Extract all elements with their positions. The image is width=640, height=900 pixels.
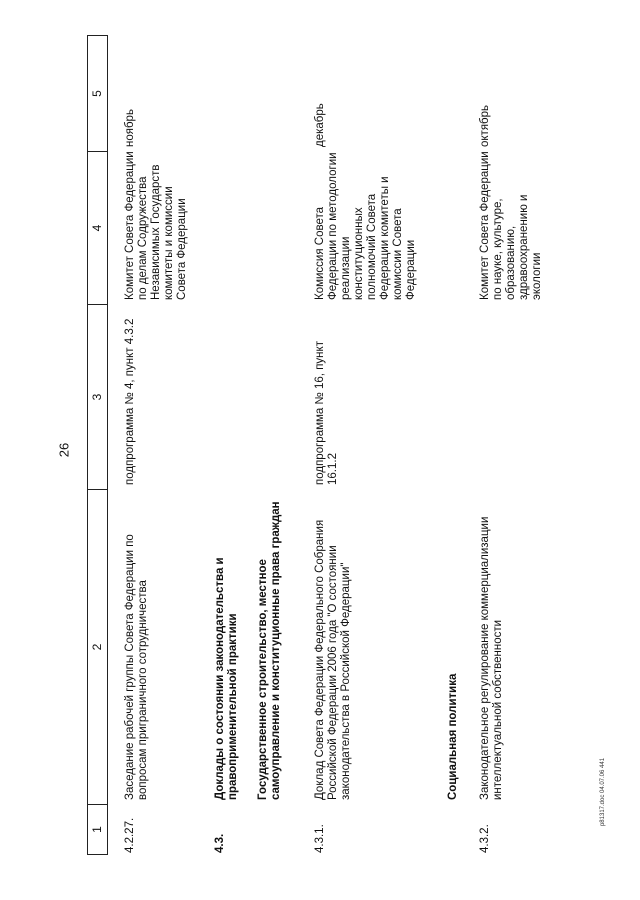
header-col-5: 5 — [90, 90, 104, 97]
row-source: подпрограмма № 4, пункт 4.3.2 — [124, 318, 136, 485]
row-number: 4.3.2. — [479, 824, 491, 853]
footer-code: p81317.doc 04.07.06 441 — [600, 757, 606, 827]
row-responsible: Комитет Совета Федерации по науке, культуре, образованию, здравоохранению и экологии — [479, 151, 543, 300]
row-number: 4.3.1. — [314, 824, 326, 853]
row-title: Заседание рабочей группы Совета Федерации по вопросам приграничного сотрудничества — [124, 534, 149, 800]
row-term: декабрь — [314, 103, 326, 147]
row-responsible: Комитет Совета Федерации по делам Содружества Независимых Государств комитеты и комиссии Совета Федерации — [124, 151, 188, 300]
header-col-3: 3 — [88, 304, 107, 489]
row-number: 4.2.27. — [124, 817, 136, 853]
row-title: Доклад Совета Федерации Федерального Собрания Российской Федерации 2006 года "О состоянии законодательства в Российской Федерации" — [314, 519, 352, 800]
header-col-1: 1 — [88, 804, 107, 854]
row-source: подпрограмма № 16, пункт 16.1.2 — [314, 341, 339, 485]
table-header — [87, 35, 108, 855]
subsection-title: Государственное строительство, местное самоуправление и конституционные права граждан — [257, 501, 282, 800]
row-term: ноябрь — [124, 109, 136, 147]
header-col-2: 2 — [88, 489, 107, 804]
table-sheet — [87, 35, 607, 855]
row-term: октябрь — [479, 104, 491, 147]
page-number: 26 — [56, 442, 72, 458]
subsection-title: Социальная политика — [447, 673, 459, 800]
section-title: Доклады о состоянии законодательства и правоприменительной практики — [214, 557, 239, 800]
section-number: 4.3. — [214, 833, 226, 853]
row-responsible: Комиссия Совета Федерации по методологии реализации конституционных полномочий Совета Федерации комитеты и комиссии Совета Федерации — [314, 152, 417, 300]
header-col-4: 4 — [88, 151, 107, 304]
row-title: Законодательное регулирование коммерциализации интеллектуальной собственности — [479, 516, 504, 800]
